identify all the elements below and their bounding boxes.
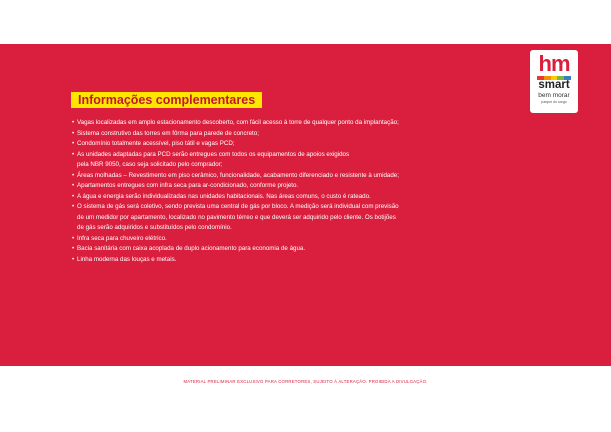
info-item-text: • As unidades adaptadas para PCD serão entregues com todos os equipamentos de apoios exigidos	[77, 150, 350, 158]
logo-subtag: parque do sorgo	[541, 100, 567, 104]
info-list-item	[72, 171, 482, 182]
info-list-item	[72, 202, 482, 234]
info-item-text: • Infra seca para chuveiro elétrico.	[77, 234, 167, 242]
info-list-item	[72, 181, 482, 192]
info-item-text: • A água e energia serão individualizadas nas unidades habitacionais. Nas áreas comuns, o custo é rateado.	[77, 192, 371, 200]
info-list-item	[72, 118, 482, 129]
info-item-text: • O sistema de gás será coletivo, sendo prevista uma central de gás por bloco. A medição será individual com previsão	[77, 203, 399, 210]
logo-mark: hm	[538, 51, 570, 76]
info-list-item	[72, 234, 482, 245]
info-list-item	[72, 255, 482, 266]
hm-smart-logo	[530, 50, 578, 113]
section-title: Informações complementares	[71, 92, 262, 108]
info-item-text: de um medidor por apartamento, localizado no pavimento térreo e que deverá ser adquirido pelo cliente. Os botijões	[77, 213, 396, 221]
logo-tagline: bem morar	[538, 92, 570, 99]
info-item-text: • Bacia sanitária com caixa acoplada de duplo acionamento para economia de água.	[77, 245, 306, 252]
info-list-item	[72, 150, 482, 171]
info-item-text: • Vagas localizadas em amplo estacionamento descoberto, com fácil acesso à torre de qualquer ponto da implantação;	[77, 119, 399, 126]
info-list-item	[72, 192, 482, 203]
info-item-text: de gás serão adquiridos e substituídos pelo condomínio.	[77, 224, 232, 231]
info-list-item	[72, 129, 482, 140]
info-item-text: • Sistema construtivo das torres em fôrma para parede de concreto;	[77, 129, 259, 137]
info-list	[72, 118, 482, 265]
info-item-text: • Áreas molhadas – Revestimento em piso cerâmico, funcionalidade, acabamento diferenciado e resistente à umidade;	[77, 171, 399, 179]
info-list-item	[72, 244, 482, 255]
info-item-text: • Linha moderna das louças e metais.	[77, 255, 177, 263]
footer-disclaimer: MATERIAL PRELIMINAR EXCLUSIVO PARA CORRETORES, SUJEITO À ALTERAÇÃO. PROIBIDA A DIVULGAÇÃO.	[183, 379, 428, 384]
info-item-text: pela NBR 9050, caso seja solicitado pelo comprador;	[77, 161, 223, 168]
info-item-text: • Apartamentos entregues com infra seca para ar-condicionado, conforme projeto.	[77, 182, 299, 189]
info-item-text: • Condomínio totalmente acessível, piso tátil e vagas PCD;	[77, 140, 235, 147]
logo-brand: smart	[538, 79, 570, 91]
info-list-item	[72, 139, 482, 150]
